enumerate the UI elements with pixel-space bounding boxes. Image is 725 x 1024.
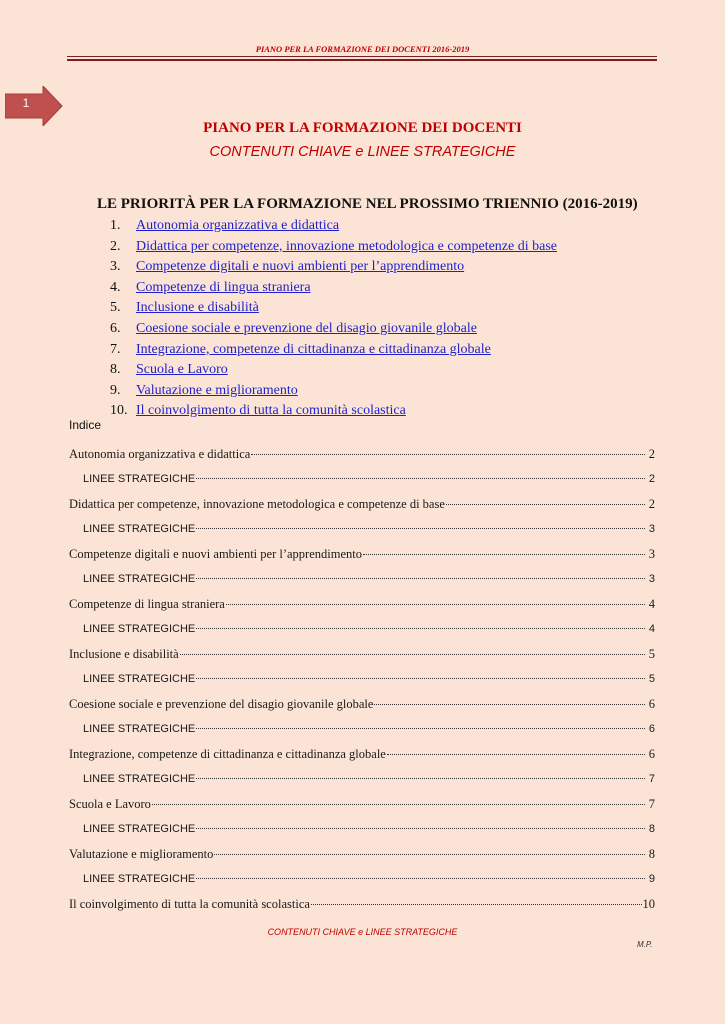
toc-leader-dots: [363, 553, 645, 555]
toc-entry-page: 7: [648, 773, 655, 785]
priority-link[interactable]: Il coinvolgimento di tutta la comunità scolastica: [136, 403, 406, 419]
running-header: PIANO PER LA FORMAZIONE DEI DOCENTI 2016-2019: [255, 44, 470, 54]
toc-entry-page: 2: [648, 447, 655, 461]
priority-number: 5.: [110, 300, 121, 316]
toc-leader-dots: [196, 627, 645, 629]
priority-item: [110, 216, 557, 237]
toc-entry-page: 3: [648, 547, 655, 561]
toc-entry-label: LINEE STRATEGICHE: [83, 473, 196, 485]
priority-item: [110, 401, 557, 422]
toc-entry-label: Il coinvolgimento di tutta la comunità scolastica: [69, 897, 310, 911]
toc-entry-label: Integrazione, competenze di cittadinanza e cittadinanza globale: [69, 747, 386, 761]
toc-entry-page: 5: [648, 673, 655, 685]
toc-entry-label: LINEE STRATEGICHE: [83, 873, 196, 885]
priority-link[interactable]: Didattica per competenze, innovazione metodologica e competenze di base: [136, 238, 557, 254]
toc-entry-label: LINEE STRATEGICHE: [83, 523, 196, 535]
toc-entry-label: Didattica per competenze, innovazione metodologica e competenze di base: [69, 497, 445, 511]
toc-entry[interactable]: [69, 747, 655, 762]
toc-leader-dots: [152, 803, 645, 805]
toc-entry-label: LINEE STRATEGICHE: [83, 723, 196, 735]
toc-entry-label: LINEE STRATEGICHE: [83, 773, 196, 785]
priority-item: [110, 237, 557, 258]
priority-link[interactable]: Coesione sociale e prevenzione del disagio giovanile globale: [136, 320, 477, 336]
toc-entry-page: 2: [648, 497, 655, 511]
priority-item: [110, 257, 557, 278]
toc-entry-page: 6: [648, 697, 655, 711]
toc-leader-dots: [387, 753, 645, 755]
priority-link[interactable]: Competenze di lingua straniera: [136, 279, 311, 295]
toc-entry-page: 9: [648, 873, 655, 885]
toc-entry-label: Competenze digitali e nuovi ambienti per l’apprendimento: [69, 547, 362, 561]
priority-link[interactable]: Autonomia organizzativa e didattica: [136, 218, 340, 233]
document-subtitle: CONTENUTI CHIAVE e LINEE STRATEGICHE: [209, 144, 516, 160]
priority-item: [110, 298, 557, 319]
toc-subentry[interactable]: [69, 723, 655, 735]
toc-leader-dots: [251, 453, 645, 455]
toc-leader-dots: [196, 727, 645, 729]
priority-number: 10.: [110, 403, 128, 419]
toc-subentry[interactable]: [69, 773, 655, 785]
toc-label: Indice: [69, 418, 102, 432]
priority-link[interactable]: Integrazione, competenze di cittadinanza e cittadinanza globale: [136, 341, 491, 357]
toc-entry[interactable]: [69, 647, 655, 662]
toc-subentry[interactable]: [69, 573, 655, 585]
priority-number: 3.: [110, 259, 121, 275]
toc-entry-label: Valutazione e miglioramento: [69, 847, 214, 861]
toc-subentry[interactable]: [69, 473, 655, 485]
toc-entry-page: 2: [648, 473, 655, 485]
toc-entry[interactable]: [69, 447, 655, 462]
toc-entry[interactable]: [69, 547, 655, 562]
toc-entry-label: Scuola e Lavoro: [69, 797, 151, 811]
toc-entry-label: Competenze di lingua straniera: [69, 597, 225, 611]
toc-entry[interactable]: [69, 497, 655, 512]
priorities-list: [110, 216, 557, 422]
priority-link[interactable]: Valutazione e miglioramento: [136, 382, 298, 398]
priority-link[interactable]: Inclusione e disabilità: [136, 300, 259, 316]
priority-number: 9.: [110, 382, 121, 398]
toc-entry-page: 6: [648, 747, 655, 761]
toc-entry-page: 6: [648, 723, 655, 735]
priority-number: 2.: [110, 238, 121, 254]
toc-entry[interactable]: [69, 797, 655, 812]
toc-entry[interactable]: [69, 847, 655, 862]
toc-entry-page: 8: [648, 847, 655, 861]
author-initials: M.P.: [637, 940, 653, 949]
header-rule-thick: [67, 59, 657, 61]
priority-number: 6.: [110, 320, 121, 336]
priority-item: [110, 381, 557, 402]
toc-leader-dots: [196, 577, 645, 579]
toc-entry-page: 4: [648, 597, 655, 611]
toc-entry[interactable]: [69, 597, 655, 612]
toc-entry[interactable]: [69, 897, 655, 912]
toc-subentry[interactable]: [69, 523, 655, 535]
toc-entry-page: 3: [648, 573, 655, 585]
toc-entry-label: LINEE STRATEGICHE: [83, 623, 196, 635]
document-title: PIANO PER LA FORMAZIONE DEI DOCENTI: [203, 120, 522, 136]
toc-leader-dots: [196, 527, 645, 529]
toc-leader-dots: [196, 877, 645, 879]
toc-entry-page: 3: [648, 523, 655, 535]
toc-subentry[interactable]: [69, 673, 655, 685]
toc-entry-page: 4: [648, 623, 655, 635]
toc-entry-page: 8: [648, 823, 655, 835]
toc-subentry[interactable]: [69, 823, 655, 835]
toc-leader-dots: [446, 503, 645, 505]
toc-entry-page: 7: [648, 797, 655, 811]
toc-leader-dots: [311, 903, 642, 905]
toc-entry-page: 10: [642, 897, 655, 911]
priority-item: [110, 278, 557, 299]
priority-item: [110, 319, 557, 340]
toc-leader-dots: [180, 653, 645, 655]
priority-number: 4.: [110, 279, 121, 295]
toc-leader-dots: [214, 853, 645, 855]
header-rule-thin: [67, 56, 657, 57]
toc-entry-label: Autonomia organizzativa e didattica: [69, 447, 251, 461]
priority-link[interactable]: Scuola e Lavoro: [136, 362, 228, 378]
priority-number: 1.: [110, 218, 121, 233]
toc-entry-page: 5: [648, 647, 655, 661]
toc-leader-dots: [196, 477, 645, 479]
toc-leader-dots: [196, 827, 645, 829]
toc-leader-dots: [196, 777, 645, 779]
toc-entry[interactable]: [69, 697, 655, 712]
toc-entry-label: LINEE STRATEGICHE: [83, 823, 196, 835]
priority-number: 8.: [110, 362, 121, 378]
priority-item: [110, 360, 557, 381]
toc-leader-dots: [196, 677, 645, 679]
priority-link[interactable]: Competenze digitali e nuovi ambienti per l’apprendimento: [136, 259, 465, 275]
toc-subentry[interactable]: [69, 623, 655, 635]
toc-leader-dots: [374, 703, 645, 705]
toc-leader-dots: [226, 603, 645, 605]
toc-entry-label: Coesione sociale e prevenzione del disagio giovanile globale: [69, 697, 374, 711]
priority-number: 7.: [110, 341, 121, 357]
toc-entry-label: LINEE STRATEGICHE: [83, 673, 196, 685]
toc-entry-label: LINEE STRATEGICHE: [83, 573, 196, 585]
page-number: 1: [22, 96, 30, 110]
toc-entry-label: Inclusione e disabilità: [69, 647, 179, 661]
toc-subentry[interactable]: [69, 873, 655, 885]
priority-item: [110, 340, 557, 361]
running-footer: CONTENUTI CHIAVE e LINEE STRATEGICHE: [267, 927, 458, 937]
priorities-heading: LE PRIORITÀ PER LA FORMAZIONE NEL PROSSIMO TRIENNIO (2016-2019): [97, 196, 638, 212]
